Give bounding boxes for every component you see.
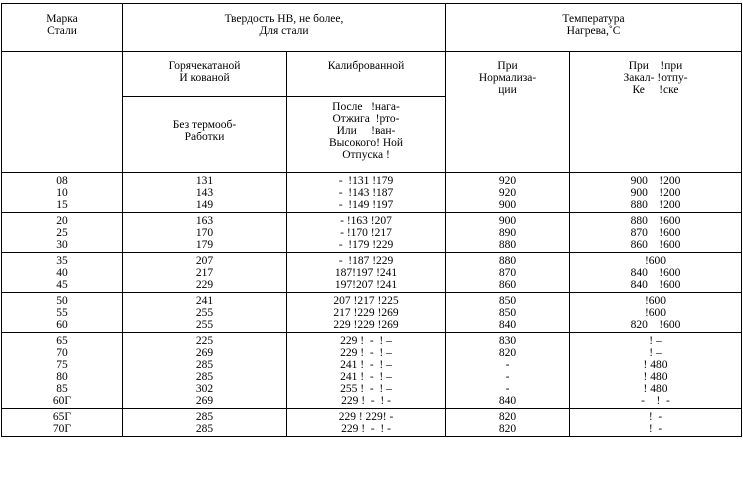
calibrated-cell-line: - !187 !229 — [338, 255, 394, 267]
calibrated-cell-line: - !179 !229 — [338, 239, 394, 251]
grade-cell-line: 65 — [56, 335, 68, 347]
calibrated-cell-line: 229 ! - ! - — [341, 423, 391, 435]
hot-rolled-cell — [123, 253, 287, 293]
normalization-cell-line: - — [505, 383, 510, 395]
table-row — [2, 293, 742, 333]
calibrated-cell — [287, 409, 446, 437]
hot-rolled-cell-line: 207 — [195, 255, 214, 267]
grade-cell-line: 25 — [56, 227, 68, 239]
hot-rolled-cell-line: 269 — [195, 347, 214, 359]
quench-temper-cell-line: 880 !600 — [630, 215, 681, 227]
normalization-cell — [446, 213, 570, 253]
header-normalization-line: Нормализа- — [478, 72, 537, 84]
normalization-cell-line: 820 — [498, 423, 517, 435]
calibrated-cell-line: - !163 !207 — [340, 215, 392, 227]
header-quench-temper — [570, 52, 742, 173]
hot-rolled-cell-line: 285 — [195, 371, 214, 383]
calibrated-cell-line: 241 ! - ! – — [340, 359, 392, 371]
header-temperature — [446, 4, 742, 52]
header-no-heat-treatment-line: Работки — [184, 131, 225, 143]
header-no-heat-treatment — [123, 97, 287, 173]
normalization-cell — [446, 173, 570, 213]
quench-temper-cell-line: ! 480 — [643, 371, 668, 383]
normalization-cell-line: 840 — [498, 319, 517, 331]
header-normalization-line: ции — [498, 84, 517, 96]
quench-temper-cell-line: ! – — [649, 347, 662, 359]
quench-temper-cell — [570, 173, 742, 213]
grade-cell-line: 70 — [56, 347, 68, 359]
grade-cell-line: 20 — [56, 215, 68, 227]
hot-rolled-cell-line: 269 — [195, 395, 214, 407]
calibrated-cell-line: 187!197 !241 — [334, 267, 398, 279]
quench-temper-cell — [570, 213, 742, 253]
grade-cell-line: 08 — [56, 175, 68, 187]
hot-rolled-cell-line: 285 — [195, 359, 214, 371]
hot-rolled-cell-line: 255 — [195, 319, 214, 331]
quench-temper-cell-line: ! 480 — [643, 383, 668, 395]
calibrated-cell-line: 229 !229 !269 — [333, 319, 399, 331]
normalization-cell-line: - — [505, 359, 510, 371]
quench-temper-cell — [570, 253, 742, 293]
grade-cell — [2, 293, 123, 333]
quench-temper-cell-line: !600 — [644, 295, 667, 307]
normalization-cell — [446, 333, 570, 409]
calibrated-cell — [287, 253, 446, 293]
hot-rolled-cell-line: 131 — [195, 175, 214, 187]
quench-temper-cell-line: 840 !600 — [630, 267, 681, 279]
normalization-cell-line: 870 — [498, 267, 517, 279]
calibrated-cell-line: - !143 !187 — [338, 187, 394, 199]
grade-cell-line: 10 — [56, 187, 68, 199]
calibrated-cell — [287, 293, 446, 333]
grade-cell-line: 45 — [56, 279, 68, 291]
hot-rolled-cell-line: 163 — [195, 215, 214, 227]
quench-temper-cell-line: ! – — [649, 335, 662, 347]
hot-rolled-cell-line: 241 — [195, 295, 214, 307]
normalization-cell-line: 900 — [498, 215, 517, 227]
hot-rolled-cell-line: 255 — [195, 307, 214, 319]
hot-rolled-cell-line: 302 — [195, 383, 214, 395]
header-calibrated-line: Калиброванной — [327, 60, 405, 72]
calibrated-cell-line: 217 !229 !269 — [333, 307, 399, 319]
header-annealed-tempered-line: Отжига !рто- — [332, 113, 400, 125]
calibrated-cell — [287, 333, 446, 409]
calibrated-cell-line: 207 !217 !225 — [333, 295, 399, 307]
table-row — [2, 173, 742, 213]
grade-cell-line: 70Г — [52, 423, 72, 435]
grade-cell-line: 15 — [56, 199, 68, 211]
normalization-cell — [446, 293, 570, 333]
grade-cell — [2, 333, 123, 409]
calibrated-cell-line: - !131 !179 — [338, 175, 394, 187]
quench-temper-cell-line: 870 !600 — [630, 227, 681, 239]
normalization-cell — [446, 409, 570, 437]
header-steel-grade-line: Стали — [47, 25, 77, 37]
normalization-cell-line: 860 — [498, 279, 517, 291]
calibrated-cell-line: 197!207 !241 — [334, 279, 398, 291]
quench-temper-cell-line: 880 !200 — [630, 199, 681, 211]
quench-temper-cell — [570, 409, 742, 437]
header-hot-rolled-line: Горячекатаной — [168, 60, 241, 72]
grade-cell-line: 85 — [56, 383, 68, 395]
hot-rolled-cell-line: 217 — [195, 267, 214, 279]
header-quench-temper-line: Ке !ске — [632, 84, 679, 96]
normalization-cell — [446, 253, 570, 293]
header-no-heat-treatment-line: Без термооб- — [172, 119, 237, 131]
grade-cell — [2, 253, 123, 293]
quench-temper-cell-line: 900 !200 — [630, 175, 681, 187]
header-annealed-tempered-line: После !нага- — [332, 101, 400, 113]
hot-rolled-cell-line: 229 — [195, 279, 214, 291]
quench-temper-cell — [570, 293, 742, 333]
calibrated-cell-line: 255 ! - ! – — [340, 383, 392, 395]
quench-temper-cell-line: !600 — [644, 307, 667, 319]
normalization-cell-line: 900 — [498, 199, 517, 211]
hot-rolled-cell — [123, 213, 287, 253]
quench-temper-cell-line: 860 !600 — [630, 239, 681, 251]
hot-rolled-cell — [123, 173, 287, 213]
header-annealed-tempered-line: Отпуска ! — [342, 149, 390, 161]
hot-rolled-cell — [123, 293, 287, 333]
header-hardness-line: Твердость НВ, не более, — [224, 13, 344, 25]
header-temperature-line: Нагрева,˚С — [566, 25, 621, 37]
header-annealed-tempered-line: Высокого! Ной — [328, 137, 404, 149]
grade-cell-line: 65Г — [52, 411, 72, 423]
hot-rolled-cell-line: 179 — [195, 239, 214, 251]
header-hardness-line: Для стали — [259, 25, 309, 37]
header-row-1 — [2, 4, 742, 52]
calibrated-cell-line: 229 ! - ! – — [340, 335, 392, 347]
grade-cell-line: 80 — [56, 371, 68, 383]
quench-temper-cell-line: - ! - — [641, 395, 670, 407]
grade-cell-line: 55 — [56, 307, 68, 319]
header-hot-rolled-line: И кованой — [179, 72, 230, 84]
normalization-cell-line: 820 — [498, 347, 517, 359]
calibrated-cell-line: - !149 !197 — [338, 199, 394, 211]
hot-rolled-cell-line: 225 — [195, 335, 214, 347]
normalization-cell-line: 830 — [498, 335, 517, 347]
normalization-cell-line: 920 — [498, 187, 517, 199]
hot-rolled-cell-line: 285 — [195, 411, 214, 423]
calibrated-cell — [287, 213, 446, 253]
header-hot-rolled — [123, 52, 287, 97]
hot-rolled-cell — [123, 333, 287, 409]
calibrated-cell-line: 241 ! - ! – — [340, 371, 392, 383]
header-temperature-line: Температура — [562, 13, 625, 25]
grade-cell-line: 50 — [56, 295, 68, 307]
header-row-2 — [2, 52, 742, 97]
table-row — [2, 213, 742, 253]
header-quench-temper-line: При !при — [628, 60, 683, 72]
normalization-cell-line: 890 — [498, 227, 517, 239]
quench-temper-cell-line: ! - — [648, 411, 663, 423]
quench-temper-cell-line: 840 !600 — [630, 279, 681, 291]
calibrated-cell-line: 229 ! 229! - — [338, 411, 394, 423]
header-steel-grade — [2, 4, 123, 52]
hot-rolled-cell-line: 149 — [195, 199, 214, 211]
grade-cell-line: 35 — [56, 255, 68, 267]
header-empty — [2, 52, 123, 173]
quench-temper-cell-line: !600 — [644, 255, 667, 267]
hot-rolled-cell — [123, 409, 287, 437]
calibrated-cell-line: 229 ! - ! – — [340, 347, 392, 359]
calibrated-cell-line: 229 ! - ! - — [341, 395, 391, 407]
grade-cell-line: 75 — [56, 359, 68, 371]
header-hardness — [123, 4, 446, 52]
header-annealed-tempered-line: Или !ван- — [336, 125, 396, 137]
normalization-cell-line: 880 — [498, 255, 517, 267]
table-row — [2, 409, 742, 437]
header-normalization-line: При — [497, 60, 518, 72]
normalization-cell-line: 880 — [498, 239, 517, 251]
grade-cell-line: 60Г — [52, 395, 72, 407]
calibrated-cell-line: - !170 !217 — [340, 227, 392, 239]
calibrated-cell — [287, 173, 446, 213]
normalization-cell-line: 840 — [498, 395, 517, 407]
header-quench-temper-line: Закал- !отпу- — [623, 72, 688, 84]
normalization-cell-line: 850 — [498, 307, 517, 319]
hot-rolled-cell-line: 143 — [195, 187, 214, 199]
normalization-cell-line: 920 — [498, 175, 517, 187]
quench-temper-cell-line: ! 480 — [643, 359, 668, 371]
header-calibrated — [287, 52, 446, 97]
normalization-cell-line: 820 — [498, 411, 517, 423]
hot-rolled-cell-line: 170 — [195, 227, 214, 239]
quench-temper-cell-line: ! - — [648, 423, 663, 435]
grade-cell — [2, 409, 123, 437]
grade-cell-line: 60 — [56, 319, 68, 331]
grade-cell — [2, 173, 123, 213]
grade-cell-line: 30 — [56, 239, 68, 251]
normalization-cell-line: - — [505, 371, 510, 383]
grade-cell — [2, 213, 123, 253]
header-steel-grade-line: Марка — [46, 13, 78, 25]
table-row — [2, 333, 742, 409]
steel-hardness-table — [1, 3, 742, 437]
header-normalization — [446, 52, 570, 173]
normalization-cell-line: 850 — [498, 295, 517, 307]
table-row — [2, 253, 742, 293]
hot-rolled-cell-line: 285 — [195, 423, 214, 435]
quench-temper-cell-line: 820 !600 — [630, 319, 681, 331]
quench-temper-cell-line: 900 !200 — [630, 187, 681, 199]
header-annealed-tempered — [287, 97, 446, 173]
grade-cell-line: 40 — [56, 267, 68, 279]
quench-temper-cell — [570, 333, 742, 409]
data-rows — [2, 173, 742, 437]
